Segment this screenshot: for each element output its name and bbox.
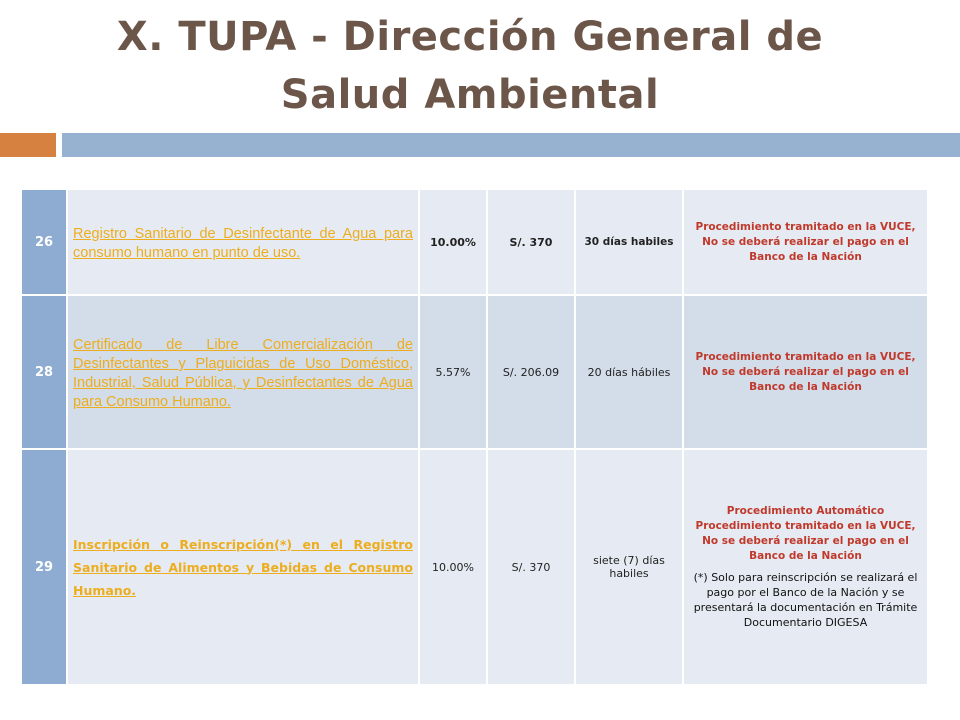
procedure-line: Procedimiento tramitado en la VUCE, bbox=[695, 520, 916, 532]
table-row bbox=[21, 295, 928, 449]
percent-cell: 5.57% bbox=[419, 295, 487, 449]
title-line-2: Salud Ambiental bbox=[280, 72, 660, 118]
row-number: 26 bbox=[21, 189, 67, 295]
time-cell: 20 días hábiles bbox=[575, 295, 683, 449]
title-line-1: X. TUPA - Dirección General de bbox=[116, 14, 824, 60]
time-cell: siete (7) días habiles bbox=[575, 449, 683, 685]
fee-cell: S/. 370 bbox=[487, 449, 575, 685]
procedure-link[interactable]: Certificado de Libre Comercialización de Desinfectantes y Plaguicidas de Uso Doméstico, Industrial, Salud Pública, y Desinfectantes de Agua para Consumo Humano. bbox=[73, 337, 413, 410]
time-cell: 30 días habiles bbox=[575, 189, 683, 295]
procedure-line: No se deberá realizar el pago en el bbox=[702, 365, 909, 378]
procedure-line: Banco de la Nación bbox=[749, 550, 862, 562]
procedure-cell bbox=[683, 189, 928, 295]
row-number: 29 bbox=[21, 449, 67, 685]
accent-bar-orange bbox=[0, 133, 56, 157]
tupa-table bbox=[20, 188, 929, 686]
page-title bbox=[0, 8, 940, 124]
procedure-line: Procedimiento tramitado en la VUCE, bbox=[695, 220, 916, 233]
procedure-line: Procedimiento tramitado en la VUCE, bbox=[695, 350, 916, 363]
procedure-link[interactable]: Inscripción o Reinscripción(*) en el Registro Sanitario de Alimentos y Bebidas de Consumo Humano. bbox=[73, 536, 413, 598]
row-number: 28 bbox=[21, 295, 67, 449]
procedure-cell bbox=[683, 295, 928, 449]
procedure-line: Banco de la Nación bbox=[749, 380, 862, 393]
percent-cell: 10.00% bbox=[419, 189, 487, 295]
percent-cell: 10.00% bbox=[419, 449, 487, 685]
procedure-cell bbox=[683, 449, 928, 685]
procedure-link[interactable]: Registro Sanitario de Desinfectante de Agua para consumo humano en punto de uso. bbox=[73, 226, 413, 261]
procedure-line: Banco de la Nación bbox=[749, 250, 862, 263]
reinscription-note: (*) Solo para reinscripción se realizará el pago por el Banco de la Nación y se presentará la documentación en Trámite Documentario DIGESA bbox=[693, 571, 918, 629]
accent-bar-blue bbox=[62, 133, 960, 157]
table-row bbox=[21, 189, 928, 295]
procedure-line: No se deberá realizar el pago en el bbox=[702, 535, 909, 547]
procedure-line: Procedimiento Automático bbox=[726, 505, 885, 517]
procedure-line: No se deberá realizar el pago en el bbox=[702, 235, 909, 248]
table-row bbox=[21, 449, 928, 685]
fee-cell: S/. 370 bbox=[487, 189, 575, 295]
fee-cell: S/. 206.09 bbox=[487, 295, 575, 449]
